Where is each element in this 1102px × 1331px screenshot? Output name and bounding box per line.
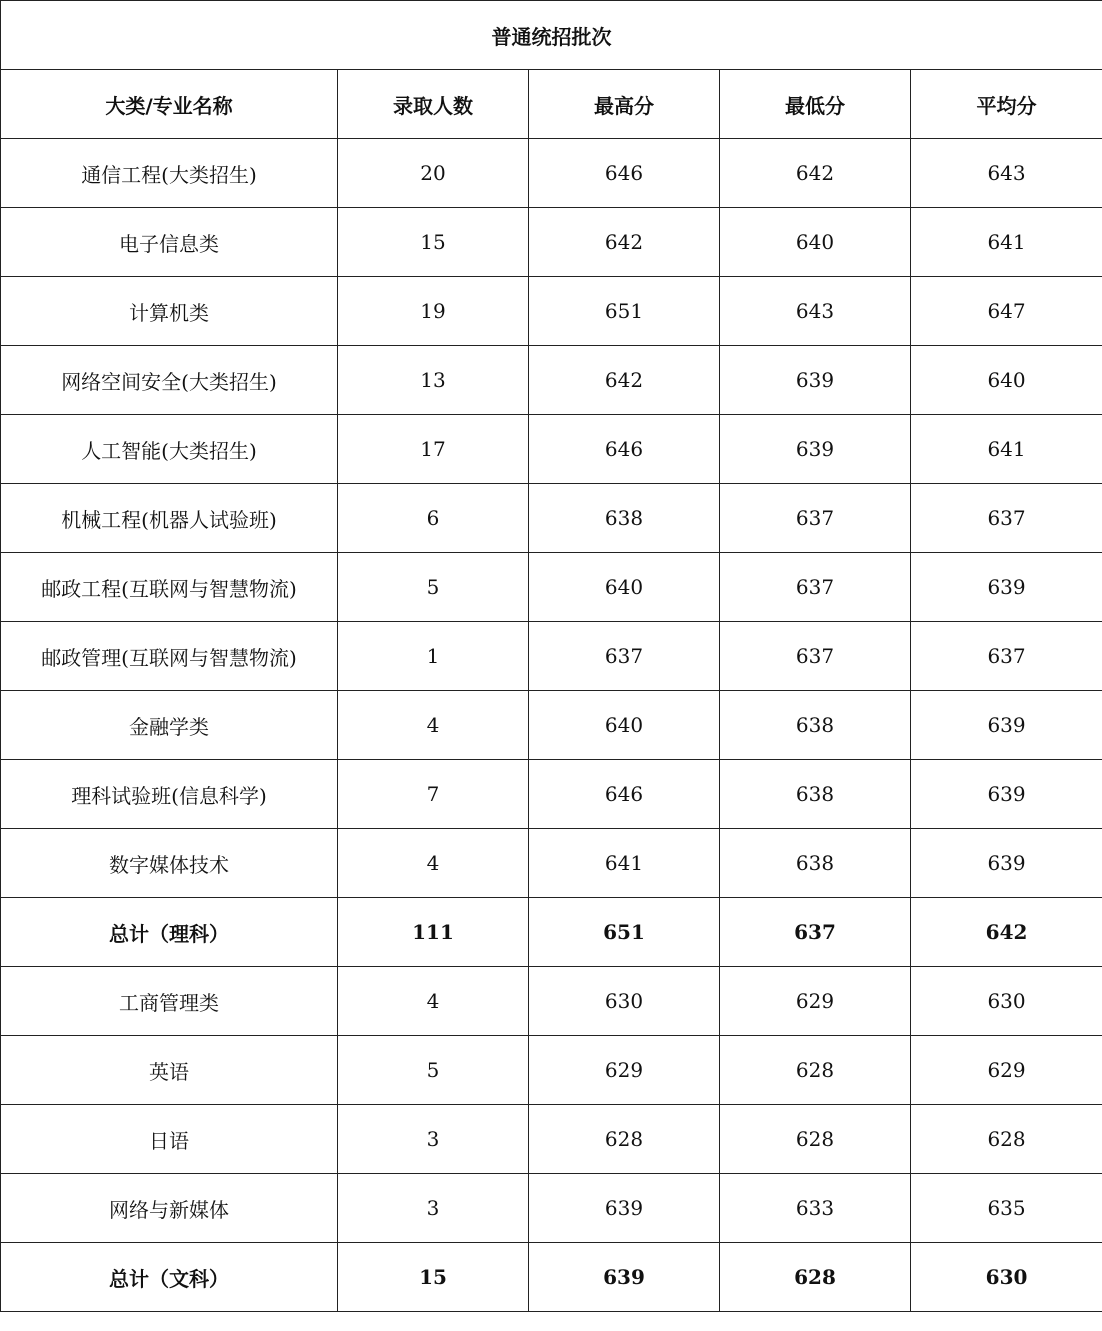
cell-count: 4 [338,691,529,760]
cell-name: 通信工程(大类招生) [1,139,338,208]
cell-name: 英语 [1,1036,338,1105]
cell-avg: 640 [911,346,1102,415]
cell-min: 637 [720,553,911,622]
cell-avg: 629 [911,1036,1102,1105]
cell-min: 642 [720,139,911,208]
cell-min: 638 [720,829,911,898]
table-row [1,829,1102,898]
table-body [1,139,1102,1312]
cell-avg: 630 [911,967,1102,1036]
cell-count: 20 [338,139,529,208]
cell-name: 电子信息类 [1,208,338,277]
cell-name: 网络与新媒体 [1,1174,338,1243]
cell-max: 628 [529,1105,720,1174]
table-row [1,691,1102,760]
table-row [1,208,1102,277]
cell-max: 639 [529,1243,720,1312]
cell-name: 数字媒体技术 [1,829,338,898]
cell-avg: 639 [911,760,1102,829]
cell-avg: 630 [911,1243,1102,1312]
cell-max: 638 [529,484,720,553]
cell-max: 640 [529,553,720,622]
cell-min: 637 [720,898,911,967]
column-header-max: 最高分 [529,70,720,139]
column-header-min: 最低分 [720,70,911,139]
column-header-name: 大类/专业名称 [1,70,338,139]
cell-count: 15 [338,1243,529,1312]
cell-min: 637 [720,484,911,553]
table-row [1,1105,1102,1174]
cell-name: 总计（文科） [1,1243,338,1312]
table-row [1,1036,1102,1105]
cell-max: 639 [529,1174,720,1243]
cell-avg: 641 [911,208,1102,277]
cell-name: 人工智能(大类招生) [1,415,338,484]
cell-name: 金融学类 [1,691,338,760]
cell-avg: 639 [911,691,1102,760]
total-row [1,1243,1102,1312]
cell-name: 总计（理科） [1,898,338,967]
table-row [1,760,1102,829]
cell-max: 651 [529,898,720,967]
cell-name: 计算机类 [1,277,338,346]
cell-max: 637 [529,622,720,691]
cell-min: 628 [720,1243,911,1312]
cell-max: 642 [529,208,720,277]
cell-count: 5 [338,1036,529,1105]
cell-max: 640 [529,691,720,760]
cell-name: 理科试验班(信息科学) [1,760,338,829]
cell-min: 638 [720,691,911,760]
cell-avg: 637 [911,622,1102,691]
cell-name: 工商管理类 [1,967,338,1036]
cell-max: 629 [529,1036,720,1105]
cell-count: 5 [338,553,529,622]
cell-min: 629 [720,967,911,1036]
table-title: 普通统招批次 [1,1,1102,70]
cell-count: 13 [338,346,529,415]
table-row [1,346,1102,415]
cell-count: 3 [338,1174,529,1243]
cell-count: 111 [338,898,529,967]
cell-min: 639 [720,415,911,484]
cell-avg: 639 [911,553,1102,622]
title-row [1,1,1102,70]
cell-avg: 641 [911,415,1102,484]
cell-max: 646 [529,760,720,829]
table-row [1,622,1102,691]
table-row [1,139,1102,208]
column-header-count: 录取人数 [338,70,529,139]
cell-count: 19 [338,277,529,346]
cell-name: 邮政工程(互联网与智慧物流) [1,553,338,622]
cell-min: 638 [720,760,911,829]
cell-max: 630 [529,967,720,1036]
cell-count: 4 [338,829,529,898]
cell-avg: 643 [911,139,1102,208]
cell-avg: 639 [911,829,1102,898]
cell-count: 15 [338,208,529,277]
table-row [1,415,1102,484]
table-row [1,484,1102,553]
header-row [1,70,1102,139]
cell-count: 1 [338,622,529,691]
cell-avg: 647 [911,277,1102,346]
cell-max: 646 [529,139,720,208]
cell-min: 643 [720,277,911,346]
total-row [1,898,1102,967]
cell-avg: 635 [911,1174,1102,1243]
cell-count: 17 [338,415,529,484]
cell-min: 640 [720,208,911,277]
table-row [1,277,1102,346]
cell-avg: 637 [911,484,1102,553]
cell-count: 6 [338,484,529,553]
cell-count: 3 [338,1105,529,1174]
cell-count: 4 [338,967,529,1036]
cell-name: 网络空间安全(大类招生) [1,346,338,415]
cell-min: 639 [720,346,911,415]
cell-name: 机械工程(机器人试验班) [1,484,338,553]
cell-name: 日语 [1,1105,338,1174]
table-row [1,967,1102,1036]
table-row [1,1174,1102,1243]
cell-avg: 628 [911,1105,1102,1174]
cell-max: 641 [529,829,720,898]
cell-min: 628 [720,1036,911,1105]
cell-avg: 642 [911,898,1102,967]
cell-min: 633 [720,1174,911,1243]
cell-max: 651 [529,277,720,346]
cell-min: 637 [720,622,911,691]
cell-max: 642 [529,346,720,415]
cell-name: 邮政管理(互联网与智慧物流) [1,622,338,691]
cell-count: 7 [338,760,529,829]
cell-max: 646 [529,415,720,484]
table-row [1,553,1102,622]
cell-min: 628 [720,1105,911,1174]
column-header-avg: 平均分 [911,70,1102,139]
